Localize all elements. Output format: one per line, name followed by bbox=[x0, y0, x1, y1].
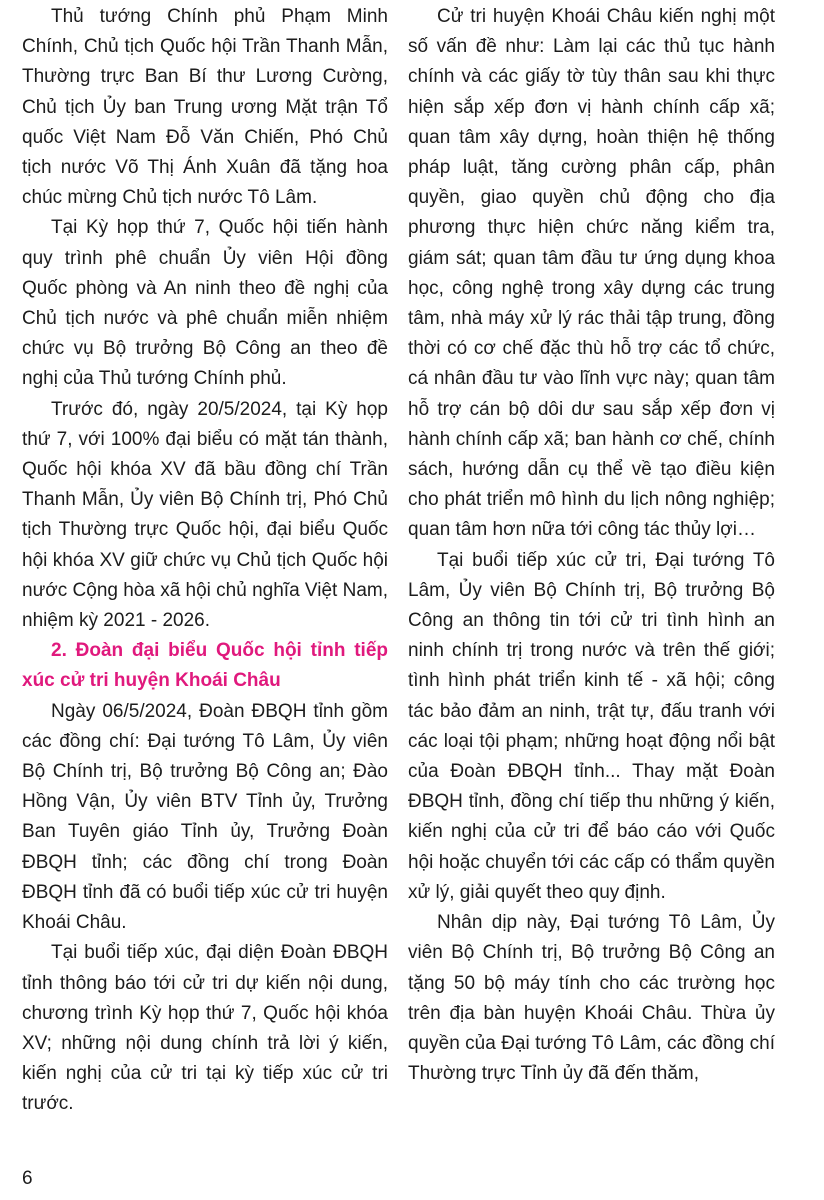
paragraph: Trước đó, ngày 20/5/2024, tại Kỳ họp thứ 7, với 100% đại biểu có mặt tán thành, Quốc hội khóa XV đã bầu đồng chí Trần Thanh Mẫn, Ủy viên Bộ Chính trị, Phó Chủ tịch Thường trực Quốc hội, đại biểu Quốc hội khóa XV giữ chức vụ Chủ tịch Quốc hội nước Cộng hòa xã hội chủ nghĩa Việt Nam, nhiệm kỳ 2021 - 2026. bbox=[22, 398, 388, 632]
paragraph: Tại buổi tiếp xúc cử tri, Đại tướng Tô Lâm, Ủy viên Bộ Chính trị, Bộ trưởng Bộ Công an thông tin tới cử tri tình hình an ninh chính trị trong nước và trên thế giới; tình hình phát triển kinh tế - xã hội; công tác bảo đảm an ninh, trật tự, đấu tranh với các loại tội phạm; những hoạt động nổi bật của Đoàn ĐBQH tỉnh... Thay mặt Đoàn ĐBQH tỉnh, đồng chí tiếp thu những ý kiến, kiến nghị của cử tri để báo cáo với Quốc hội hoặc chuyển tới các cấp có thẩm quyền xử lý, giải quyết theo quy định. bbox=[408, 549, 775, 903]
section-heading: 2. Đoàn đại biểu Quốc hội tỉnh tiếp xúc cử tri huyện Khoái Châu bbox=[22, 640, 388, 692]
paragraph: Thủ tướng Chính phủ Phạm Minh Chính, Chủ tịch Quốc hội Trần Thanh Mẫn, Thường trực Ban Bí thư Lương Cường, Chủ tịch Ủy ban Trung ương Mặt trận Tổ quốc Việt Nam Đỗ Văn Chiến, Phó Chủ tịch nước Võ Thị Ánh Xuân đã tặng hoa chúc mừng Chủ tịch nước Tô Lâm. bbox=[22, 6, 388, 209]
paragraph: Tại buổi tiếp xúc, đại diện Đoàn ĐBQH tỉnh thông báo tới cử tri dự kiến nội dung, chương trình Kỳ họp thứ 7, Quốc hội khóa XV; những nội dung chính trả lời ý kiến, kiến nghị của cử tri tại kỳ tiếp xúc cử tri trước. bbox=[22, 942, 388, 1115]
paragraph: Ngày 06/5/2024, Đoàn ĐBQH tỉnh gồm các đồng chí: Đại tướng Tô Lâm, Ủy viên Bộ Chính trị, Bộ trưởng Bộ Công an; Đào Hồng Vận, Ủy viên BTV Tỉnh ủy, Trưởng Ban Tuyên giáo Tỉnh ủy, Trưởng Đoàn ĐBQH tỉnh; các đồng chí trong Đoàn ĐBQH tỉnh đã có buổi tiếp xúc cử tri huyện Khoái Châu. bbox=[22, 700, 388, 934]
left-column bbox=[22, 2, 388, 1120]
paragraph: Cử tri huyện Khoái Châu kiến nghị một số vấn đề như: Làm lại các thủ tục hành chính và các giấy tờ tùy thân sau khi thực hiện sắp xếp đơn vị hành chính cấp xã; quan tâm xây dựng, hoàn thiện hệ thống pháp luật, tăng cường phân cấp, phân quyền, giao quyền chủ động cho địa phương thực hiện chức năng kiểm tra, giám sát; quan tâm đầu tư ứng dụng khoa học, công nghệ trong xây dựng các trung tâm, nhà máy xử lý rác thải tập trung, đồng thời có cơ chế đặc thù hỗ trợ các tổ chức, cá nhân đầu tư vào lĩnh vực này; quan tâm hỗ trợ cán bộ dôi dư sau sắp xếp đơn vị hành chính cấp xã; ban hành cơ chế, chính sách, hướng dẫn cụ thể về tạo điều kiện cho phát triển mô hình du lịch nông nghiệp; quan tâm hơn nữa tới công tác thủy lợi… bbox=[408, 6, 775, 541]
page-number: 6 bbox=[22, 1168, 33, 1189]
paragraph: Tại Kỳ họp thứ 7, Quốc hội tiến hành quy trình phê chuẩn Ủy viên Hội đồng Quốc phòng và An ninh theo đề nghị của Chủ tịch nước và phê chuẩn miễn nhiệm chức vụ Bộ trưởng Bộ Công an theo đề nghị của Thủ tướng Chính phủ. bbox=[22, 217, 388, 390]
paragraph: Nhân dịp này, Đại tướng Tô Lâm, Ủy viên Bộ Chính trị, Bộ trưởng Bộ Công an tặng 50 bộ máy tính cho các trường học trên địa bàn huyện Khoái Châu. Thừa ủy quyền của Đại tướng Tô Lâm, các đồng chí Thường trực Tỉnh ủy đã đến thăm, bbox=[408, 912, 775, 1085]
right-column bbox=[408, 2, 775, 1089]
